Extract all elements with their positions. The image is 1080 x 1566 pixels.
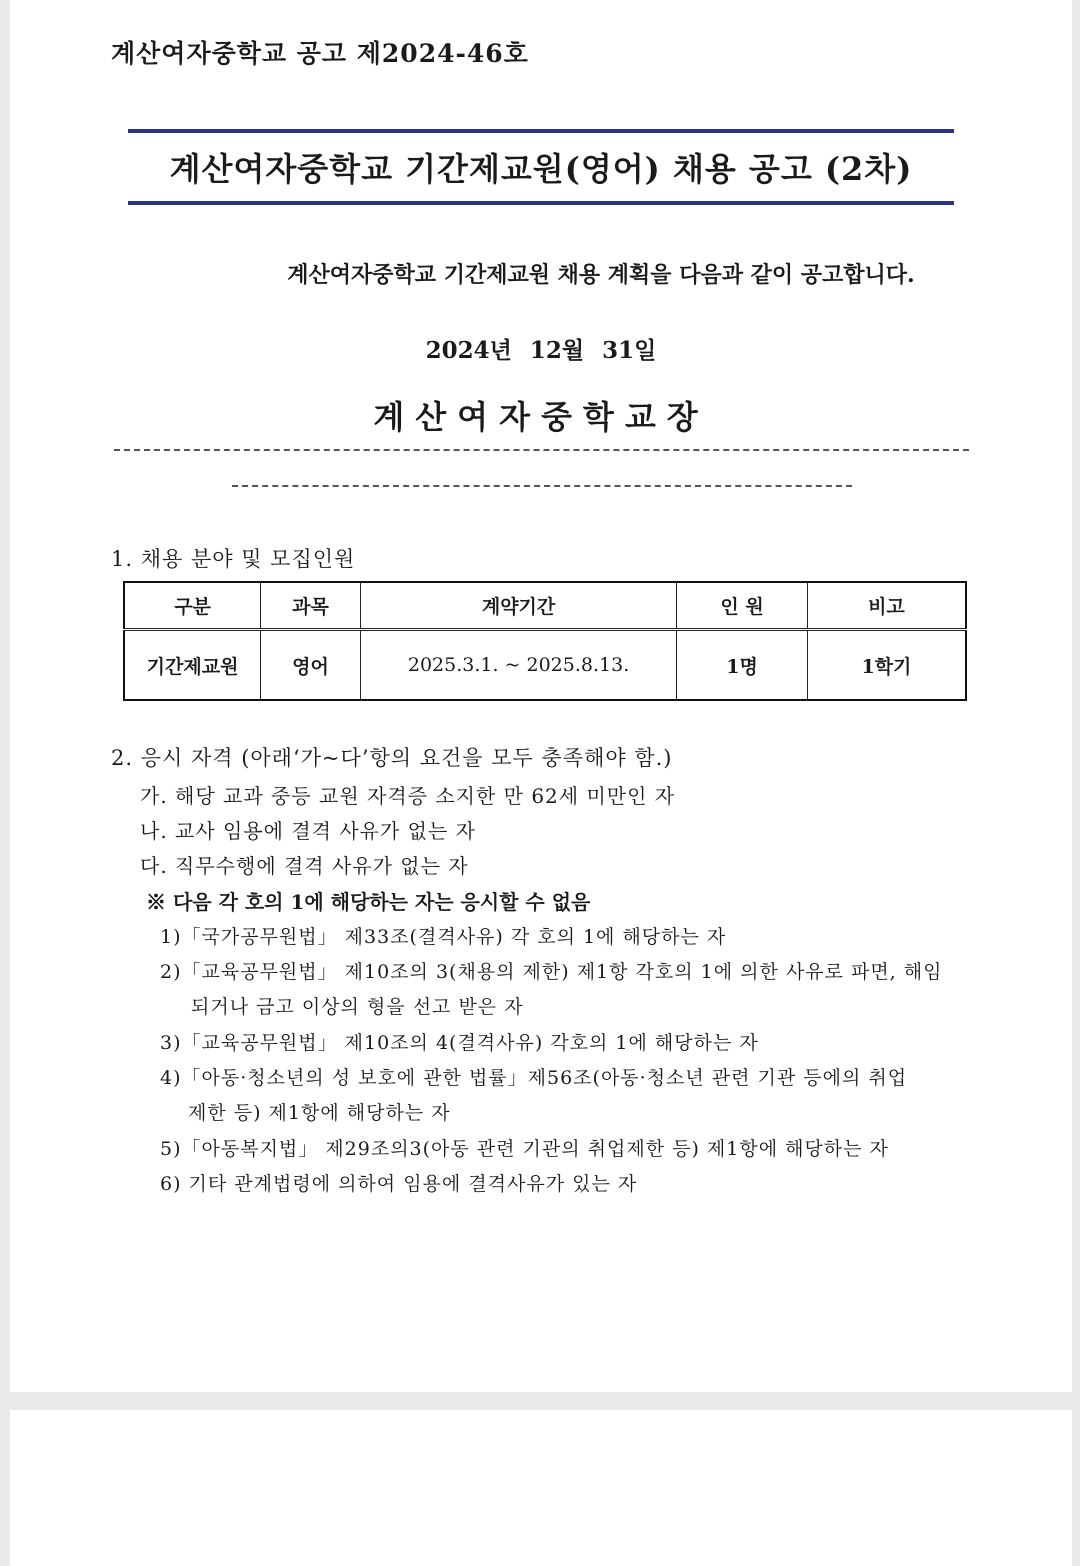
notice-date: 2024년 12월 31일: [425, 337, 657, 364]
disqualification-warning: ※ 다음 각 호의 1에 해당하는 자는 응시할 수 없음: [146, 890, 591, 914]
disqualification-item: 6) 기타 관계법령에 의하여 임용에 결격사유가 있는 자: [160, 1173, 638, 1195]
table-row: [124, 630, 966, 701]
cell-contract-period: 2025.3.1. ~ 2025.8.13.: [360, 630, 676, 701]
disqualification-item: 1)「국가공무원법」 제33조(결격사유) 각 호의 1에 해당하는 자: [160, 926, 727, 948]
notice-number: 계산여자중학교 공고 제2024-46호: [111, 39, 529, 68]
column-header: 인 원: [677, 582, 808, 630]
column-header: 과목: [261, 582, 361, 630]
document-title: 계산여자중학교 기간제교원(영어) 채용 공고 (2차): [169, 150, 913, 188]
principal-signature: 계산여자중학교장: [373, 398, 709, 436]
table-header-row: [124, 582, 966, 630]
column-header: 계약기간: [360, 582, 676, 630]
qualification-item: 가. 해당 교과 중등 교원 자격증 소지한 만 62세 미만인 자: [140, 784, 676, 808]
qualification-item: 나. 교사 임용에 결격 사유가 없는 자: [140, 819, 476, 843]
recruitment-table: [123, 581, 967, 701]
dashed-divider: [114, 449, 969, 451]
cell-remarks: 1학기: [807, 630, 966, 701]
cell-subject: 영어: [261, 630, 361, 701]
cell-headcount: 1명: [677, 630, 808, 701]
section-2-heading: 2. 응시 자격 (아래‘가~다’항의 요건을 모두 충족해야 함.): [111, 746, 673, 770]
disqualification-item: 되거나 금고 이상의 형을 선고 받은 자: [191, 996, 524, 1018]
dashed-divider: [232, 485, 852, 487]
disqualification-item: 5)「아동복지법」 제29조의3(아동 관련 기관의 취업제한 등) 제1항에 해당하는 자: [160, 1138, 889, 1160]
title-box: [128, 129, 954, 205]
cell-category: 기간제교원: [124, 630, 261, 701]
disqualification-item: 2)「교육공무원법」 제10조의 3(채용의 제한) 제1항 각호의 1에 의한 사유로 파면, 해임: [160, 961, 943, 983]
disqualification-item: 제한 등) 제1항에 해당하는 자: [188, 1102, 451, 1124]
section-1-heading: 1. 채용 분야 및 모집인원: [111, 547, 356, 571]
disqualification-item: 3)「교육공무원법」 제10조의 4(결격사유) 각호의 1에 해당하는 자: [160, 1032, 759, 1054]
intro-text: 계산여자중학교 기간제교원 채용 계획을 다음과 같이 공고합니다.: [287, 262, 915, 288]
column-header: 구분: [124, 582, 261, 630]
qualification-item: 다. 직무수행에 결격 사유가 없는 자: [140, 854, 469, 878]
column-header: 비고: [807, 582, 966, 630]
disqualification-item: 4)「아동·청소년의 성 보호에 관한 법률」제56조(아동·청소년 관련 기관 등에의 취업: [160, 1067, 908, 1089]
document-page-1: [10, 0, 1072, 1392]
document-page-2: [10, 1410, 1072, 1566]
